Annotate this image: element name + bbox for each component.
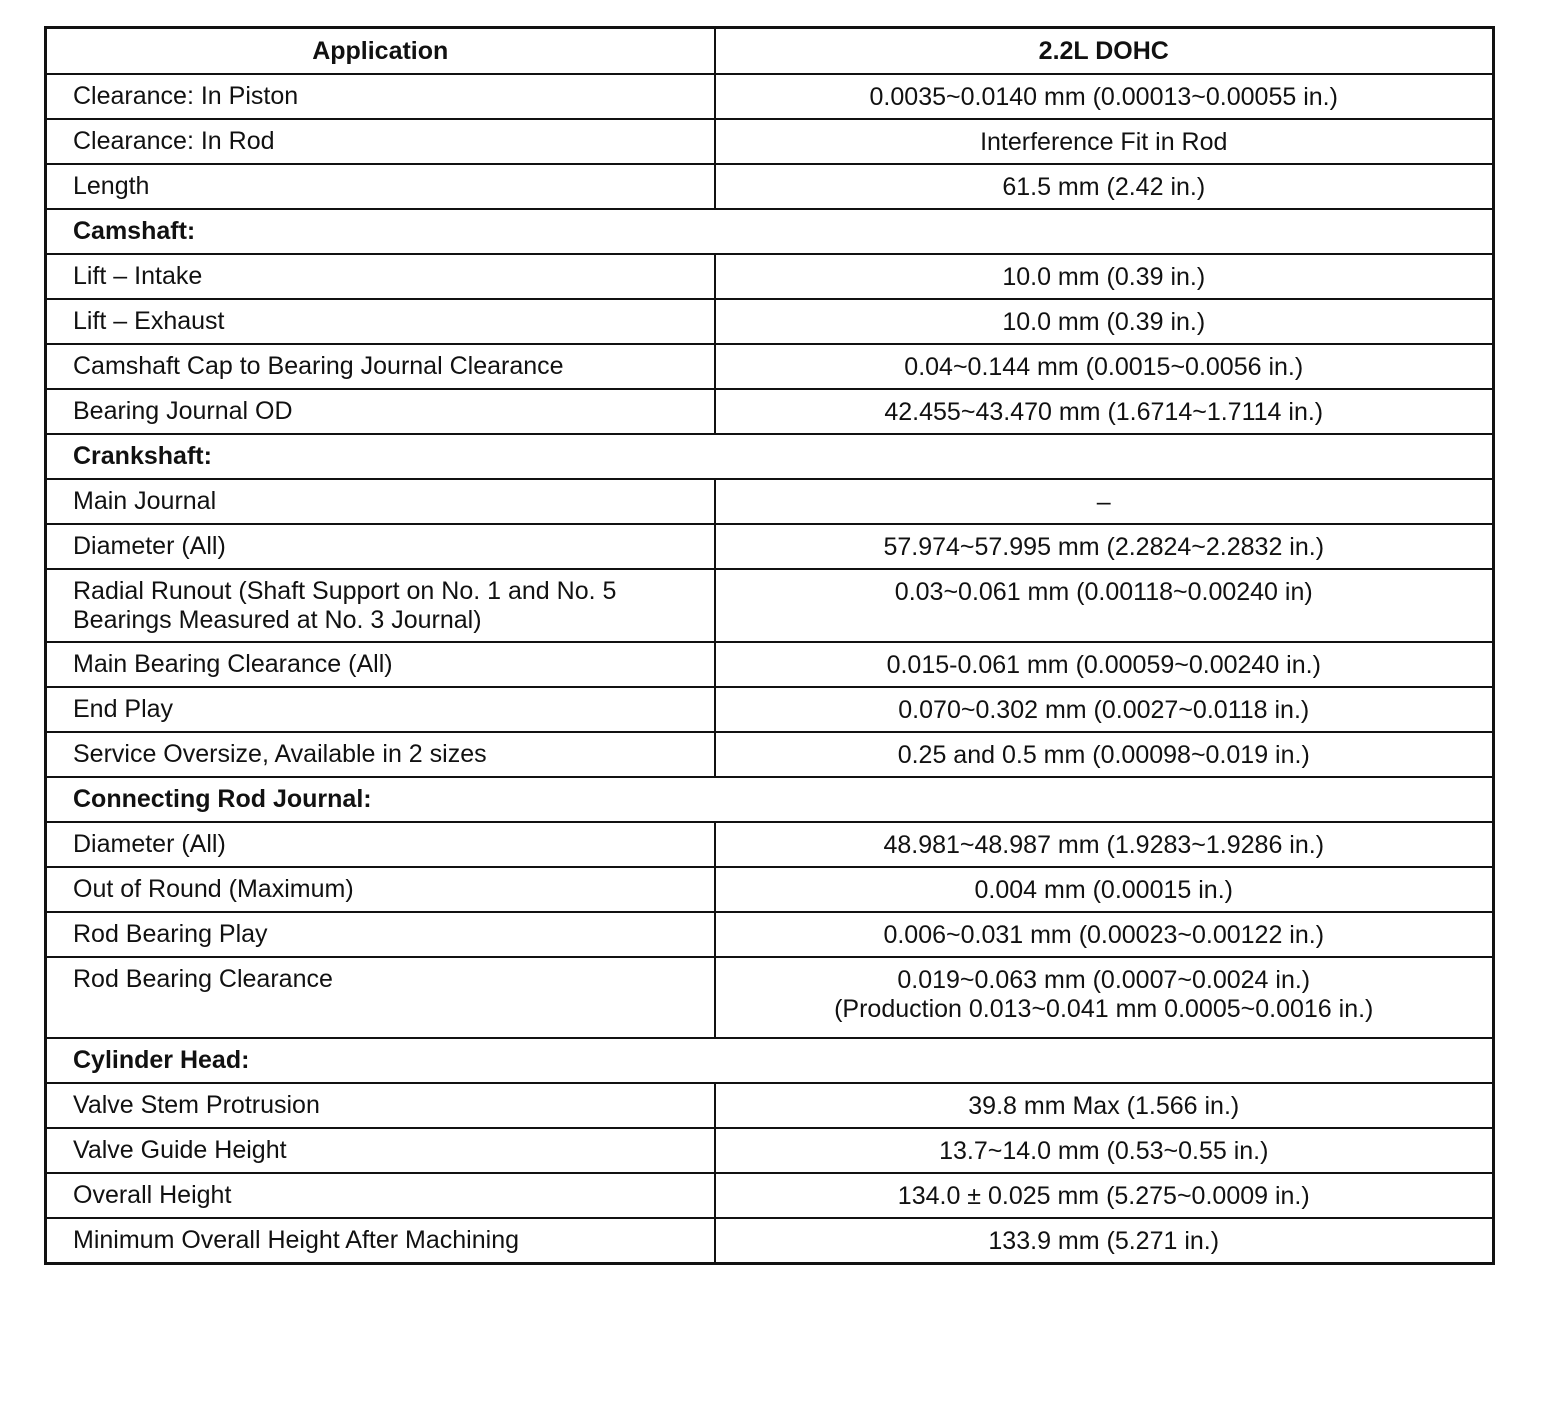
spec-value <box>715 389 1494 434</box>
section-header-row <box>46 209 1494 254</box>
table-row <box>46 74 1494 119</box>
spec-value <box>715 344 1494 389</box>
table-row <box>46 119 1494 164</box>
spec-label: Length <box>46 164 715 209</box>
table-row <box>46 569 1494 642</box>
spec-label: Main Journal <box>46 479 715 524</box>
section-title: Crankshaft: <box>46 434 1494 479</box>
spec-label: Rod Bearing Play <box>46 912 715 957</box>
spec-value-line: 57.974~57.995 mm (2.2824~2.2832 in.) <box>883 533 1325 561</box>
spec-value-line: Interference Fit in Rod <box>980 128 1228 156</box>
spec-value-line: 0.006~0.031 mm (0.00023~0.00122 in.) <box>883 921 1325 949</box>
spec-value-line: – <box>1096 488 1111 516</box>
spec-value <box>715 912 1494 957</box>
table-row <box>46 1218 1494 1264</box>
spec-value <box>715 74 1494 119</box>
spec-label: Main Bearing Clearance (All) <box>46 642 715 687</box>
table-row <box>46 164 1494 209</box>
spec-label: Clearance: In Rod <box>46 119 715 164</box>
spec-value-line: 39.8 mm Max (1.566 in.) <box>968 1092 1240 1120</box>
specifications-table <box>44 26 1495 1265</box>
spec-value-line: 133.9 mm (5.271 in.) <box>988 1227 1220 1255</box>
spec-value <box>715 569 1494 642</box>
spec-value <box>715 164 1494 209</box>
table-row <box>46 732 1494 777</box>
section-title: Connecting Rod Journal: <box>46 777 1494 822</box>
table-row <box>46 1128 1494 1173</box>
spec-value <box>715 1083 1494 1128</box>
spec-label: End Play <box>46 687 715 732</box>
spec-label: Overall Height <box>46 1173 715 1218</box>
spec-label: Clearance: In Piston <box>46 74 715 119</box>
spec-label: Lift – Exhaust <box>46 299 715 344</box>
table-header-row <box>46 28 1494 75</box>
spec-value-line: 48.981~48.987 mm (1.9283~1.9286 in.) <box>883 831 1325 859</box>
section-header-row <box>46 1038 1494 1083</box>
table-row <box>46 1083 1494 1128</box>
spec-value <box>715 687 1494 732</box>
spec-value-line: 0.004 mm (0.00015 in.) <box>974 876 1233 904</box>
table-row <box>46 389 1494 434</box>
spec-label: Lift – Intake <box>46 254 715 299</box>
spec-value-line: 0.070~0.302 mm (0.0027~0.0118 in.) <box>898 696 1310 724</box>
spec-value-line: 10.0 mm (0.39 in.) <box>1002 308 1206 336</box>
column-header-engine: 2.2L DOHC <box>715 28 1494 75</box>
table-row <box>46 822 1494 867</box>
spec-label: Service Oversize, Available in 2 sizes <box>46 732 715 777</box>
spec-value <box>715 524 1494 569</box>
spec-value-line: 0.03~0.061 mm (0.00118~0.00240 in) <box>894 578 1313 606</box>
spec-value-line: 61.5 mm (2.42 in.) <box>1002 173 1206 201</box>
spec-value-line: 13.7~14.0 mm (0.53~0.55 in.) <box>939 1137 1269 1165</box>
spec-value <box>715 867 1494 912</box>
table-row <box>46 1173 1494 1218</box>
spec-value <box>715 1128 1494 1173</box>
spec-label: Radial Runout (Shaft Support on No. 1 and No. 5 Bearings Measured at No. 3 Journal) <box>46 569 715 642</box>
spec-value-line: 134.0 ± 0.025 mm (5.275~0.0009 in.) <box>897 1182 1310 1210</box>
table-row <box>46 299 1494 344</box>
section-header-row <box>46 777 1494 822</box>
section-title: Camshaft: <box>46 209 1494 254</box>
spec-label: Diameter (All) <box>46 822 715 867</box>
table-row <box>46 687 1494 732</box>
spec-value <box>715 822 1494 867</box>
spec-value <box>715 119 1494 164</box>
spec-label: Bearing Journal OD <box>46 389 715 434</box>
section-header-row <box>46 434 1494 479</box>
spec-value <box>715 479 1494 524</box>
spec-label: Rod Bearing Clearance <box>46 957 715 1038</box>
spec-value-line: 10.0 mm (0.39 in.) <box>1002 263 1206 291</box>
spec-value <box>715 1218 1494 1264</box>
spec-value-line: 0.04~0.144 mm (0.0015~0.0056 in.) <box>904 353 1304 381</box>
spec-value <box>715 299 1494 344</box>
spec-value-line: 0.25 and 0.5 mm (0.00098~0.019 in.) <box>897 741 1310 769</box>
table-body <box>46 74 1494 1264</box>
spec-value-line: (Production 0.013~0.041 mm 0.0005~0.0016 in.) <box>834 995 1374 1023</box>
table-row <box>46 344 1494 389</box>
spec-value <box>715 642 1494 687</box>
table-row <box>46 957 1494 1038</box>
spec-value-line: 42.455~43.470 mm (1.6714~1.7114 in.) <box>884 398 1324 426</box>
spec-label: Diameter (All) <box>46 524 715 569</box>
column-header-application: Application <box>46 28 715 75</box>
spec-value <box>715 957 1494 1038</box>
table-row <box>46 254 1494 299</box>
spec-label: Out of Round (Maximum) <box>46 867 715 912</box>
spec-label: Valve Stem Protrusion <box>46 1083 715 1128</box>
table-row <box>46 867 1494 912</box>
spec-value-line: 0.0035~0.0140 mm (0.00013~0.00055 in.) <box>869 83 1338 111</box>
spec-value <box>715 1173 1494 1218</box>
table-row <box>46 642 1494 687</box>
spec-value-line: 0.015-0.061 mm (0.00059~0.00240 in.) <box>886 651 1321 679</box>
spec-label: Minimum Overall Height After Machining <box>46 1218 715 1264</box>
spec-value <box>715 254 1494 299</box>
spec-value-line: 0.019~0.063 mm (0.0007~0.0024 in.) <box>897 966 1311 994</box>
spec-label: Camshaft Cap to Bearing Journal Clearance <box>46 344 715 389</box>
table-row <box>46 479 1494 524</box>
table-row <box>46 912 1494 957</box>
table-row <box>46 524 1494 569</box>
section-title: Cylinder Head: <box>46 1038 1494 1083</box>
spec-label: Valve Guide Height <box>46 1128 715 1173</box>
spec-value <box>715 732 1494 777</box>
